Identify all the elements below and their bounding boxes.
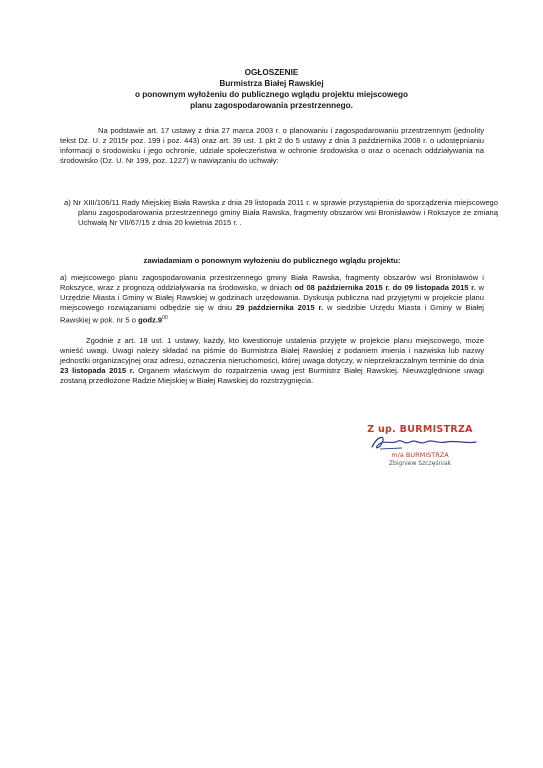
- remarks-paragraph: [60, 336, 484, 386]
- plan-item-dates-prefix: w dniach: [261, 283, 295, 292]
- signatory-name: Zbigniew Szczęśniak: [388, 460, 452, 467]
- doc-issuer: Burmistrza Białej Rawskiej: [219, 79, 324, 88]
- doc-title: OGŁOSZENIE: [244, 68, 299, 77]
- plan-item: [60, 273, 484, 326]
- remarks-text: Zgodnie z art. 18 ust. 1 ustawy, każdy, kto kwestionuje ustalenia przyjęte w projekcie planu miejscowego, może wnieść uwagi. Uwagi należy składać na piśmie do Burmistrza Białej Rawskiej z podaniem imienia i nazwiska lub nazwy jednostki organizacyjnej oraz adresu, oznaczenia nieruchomości, której uwaga dotyczy, w nieprzekraczalnym terminie do dnia: [60, 336, 484, 365]
- plan-item-location: w Urzędzie Miasta i Gminy w Białej Rawskiej w godzinach urzędowania. Dyskusja publiczna nad przyjętymi w projekcie planu miejscowego rozwiązaniami odbędzie się w dniu: [60, 283, 484, 312]
- resolution-item: a) Nr XIII/106/11 Rady Miejskiej Biała Rawska z dnia 29 listopada 2011 r. w sprawie przystąpienia do sporządzenia miejscowego planu zagospodarowania przestrzennego gminy Biała Rawska, fragmenty obszarów wsi Bronisławów i Rokszyce ze zmianą Uchwałą Nr VII/67/15 z dnia 20 kwietnia 2015 r. .: [64, 198, 498, 227]
- discussion-time-minutes: 00: [162, 315, 168, 321]
- doc-subject-line-2: planu zagospodarowania przestrzennego.: [190, 101, 353, 110]
- exhibition-dates: od 08 października 2015 r. do 09 listopada 2015 r.: [294, 283, 476, 292]
- signature-role: Z up. BURMISTRZA: [367, 424, 473, 435]
- remarks-deadline: 23 listopada 2015 r.: [60, 366, 135, 375]
- handwritten-signature: [368, 433, 480, 453]
- discussion-place: w siedzibie Urzędu Miasta i Gminy w Białej Rawskiej w pok. nr 5 o: [60, 303, 484, 325]
- plan-item-text: a) miejscowego planu zagospodarowania przestrzennego gminy Biała Rawska, fragmenty obszarów wsi Bronisławów i Rokszyce, wraz z prognozą oddziaływania na środowisko,: [60, 273, 484, 292]
- discussion-time: godz.9: [138, 315, 163, 325]
- intro-paragraph: Na podstawie art. 17 ustawy z dnia 27 marca 2003 r. o planowaniu i zagospodarowaniu przestrzennym (jednolity tekst Dz. U. z 2015r poz. 199 i poz. 443) oraz art. 39 ust. 1 pkt 2 do 5 ustawy z dnia 3 października 2008 r. o udostępnianiu informacji o środowisku i jego ochronie, udziale społeczeństwa w ochronie środowiska o oraz o ocenach oddziaływania na środowisko (Dz. U. Nr 199, poz. 1227) w nawiązaniu do uchwały:: [60, 126, 484, 165]
- doc-subject-line-1: o ponownym wyłożeniu do publicznego wglądu projektu miejscowego: [135, 90, 408, 99]
- discussion-date: 29 października 2015 r.: [235, 303, 324, 312]
- signature-stamp-line: m/a BURMISTRZA: [391, 451, 449, 459]
- remarks-text-2: Organem właściwym do rozpatrzenia uwag jest Burmistrz Białej Rawskiej. Nieuwzględnione uwagi zostaną przedłożone Radzie Miejskiej w Białej Rawskiej do rozstrzygnięcia.: [60, 366, 484, 385]
- announcement-heading: zawiadamiam o ponownym wyłożeniu do publicznego wglądu projektu:: [143, 256, 401, 265]
